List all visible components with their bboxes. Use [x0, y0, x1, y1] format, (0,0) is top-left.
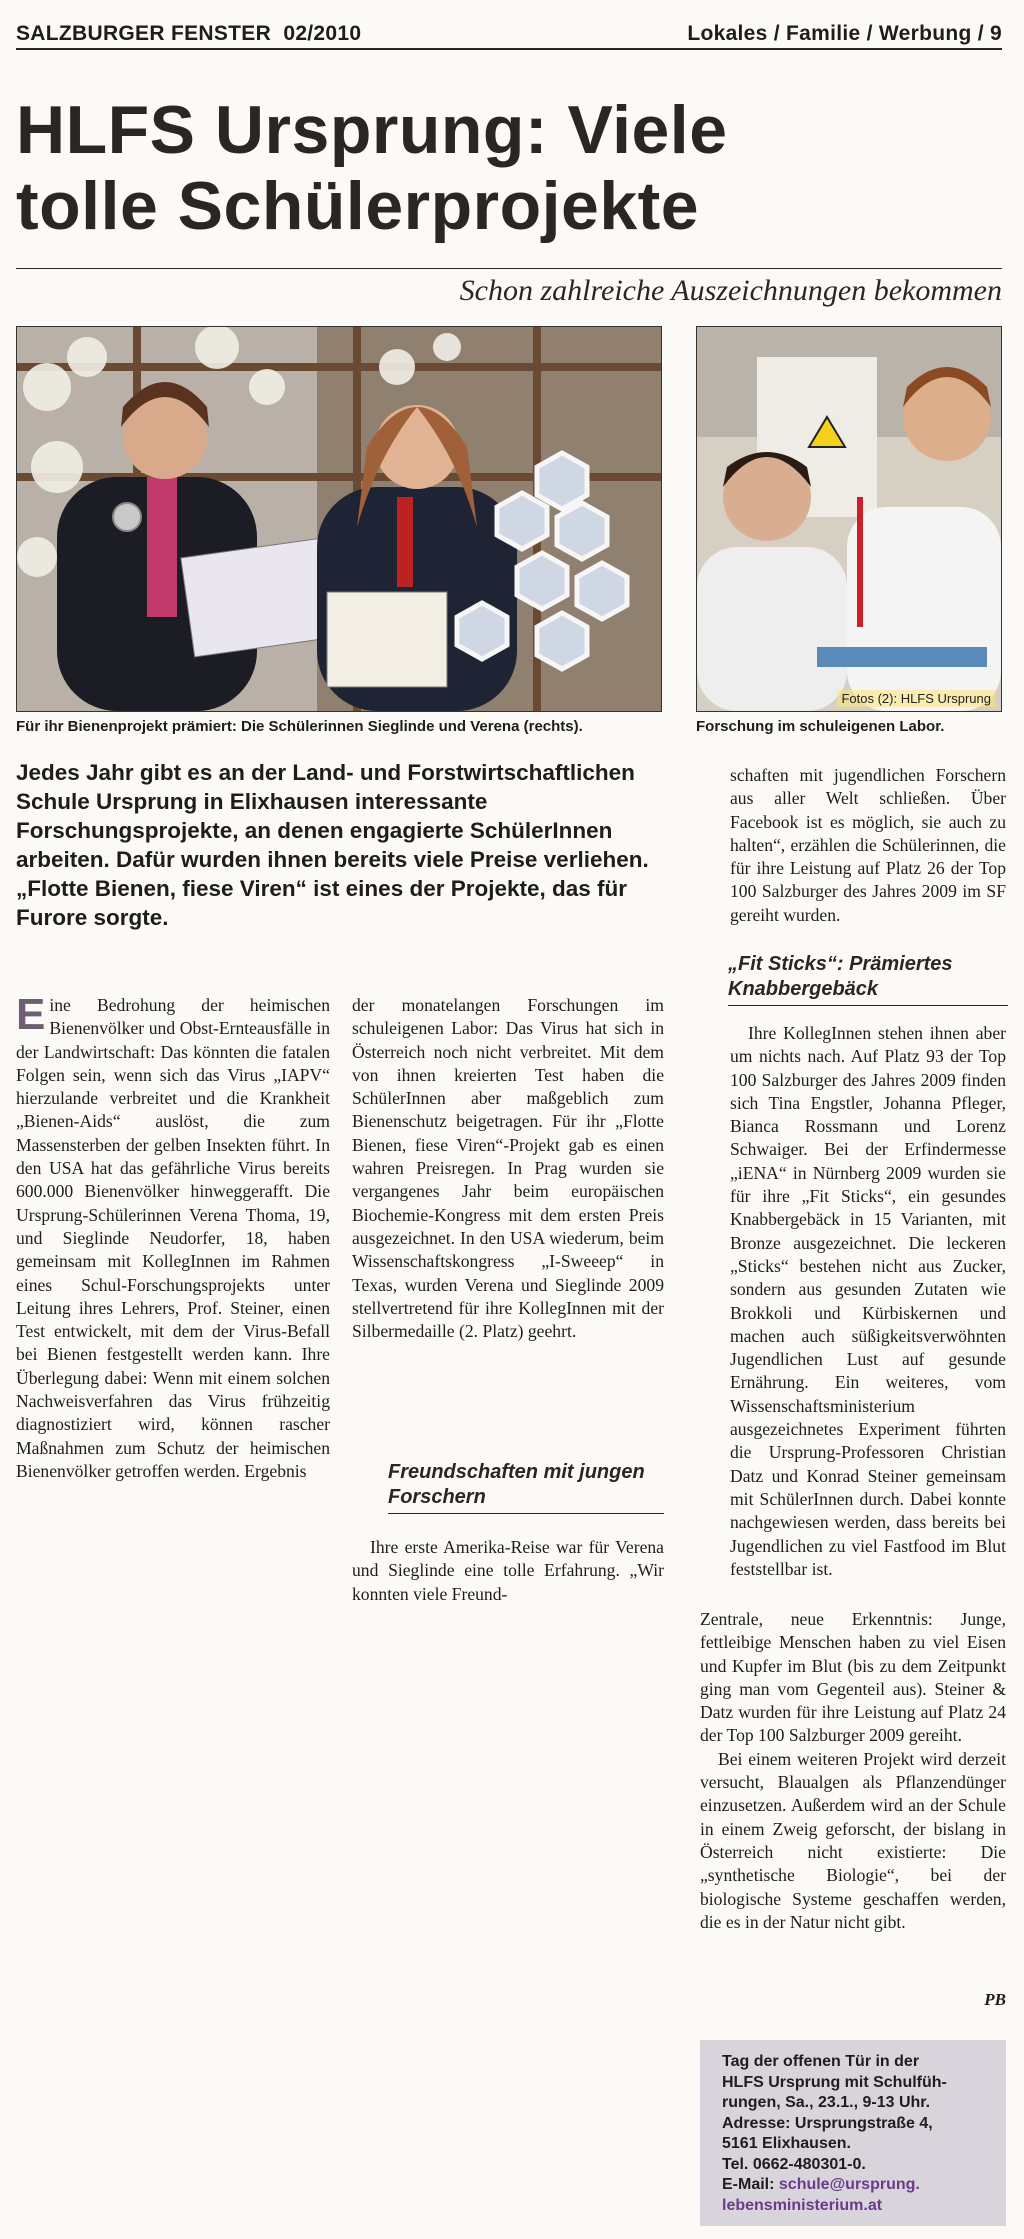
drop-cap: E [16, 990, 46, 1039]
info-box-open-day [700, 2040, 1006, 2226]
photo-caption-1: Für ihr Bienenprojekt prämiert: Die Schülerinnen Sieglinde und Verena (rechts). [16, 718, 583, 735]
info-line: Tag der offenen Tür in der [722, 2053, 920, 2070]
info-line: Adresse: Ursprungstraße 4, [722, 2114, 933, 2132]
body-column-3a [730, 764, 1006, 927]
section-label: Lokales / Familie / Werbung / 9 [687, 22, 1002, 45]
headline [16, 92, 1006, 244]
headline-divider [16, 268, 1002, 269]
body-text-col3c-p1: Zentrale, neue Erkenntnis: Junge, fettleibige Menschen haben zu viel Eisen und Kupfer im Blut (bis zu dem Zeitpunkt ging man vom Gegenteil aus). Steiner & Datz wurden für ihre Leistung auf Platz 24 der Top 100 Salzburger 2009 gereiht. [700, 1609, 1006, 1746]
article-lead: Jedes Jahr gibt es an der Land- und Forstwirtschaftlichen Schule Ursprung in Elixhausen interessante Forschungsprojekte, an denen engagierte SchülerInnen arbeiten. Dafür wurden ihnen bereits viele Preise verliehen. „Flotte Bienen, fiese Viren“ ist eines der Projekte, das für Furore sorgte. [16, 760, 649, 930]
headline-line-2: tolle Schülerprojekte [16, 168, 700, 244]
headline-line-1: HLFS Ursprung: Viele [16, 92, 728, 168]
body-text-col2: der monatelangen Forschungen im schuleigenen Labor: Das Virus hat sich in Österreich noch nicht verbreitet. Mit dem von ihnen kreierten Test haben die SchülerInnen aber maßgeblich zum Bienenschutz beigetragen. Für ihr „Flotte Bienen, fiese Viren“-Projekt gab es einen wahren Preisregen. In Prag wurden sie vergangenes Jahr beim europäischen Biochemie-Kongress mit dem ersten Preis ausgezeichnet. In den USA wiederum, beim Wissenschaftskongress „I-Sweeep“ in Texas, wurden Verena und Sieglinde 2009 stellvertretend für ihre KollegInnen mit der Silbermedaille (2. Platz) geehrt. [352, 995, 664, 1342]
body-column-3c [700, 1608, 1006, 1934]
email-link[interactable]: schule@ursprung. [778, 2176, 920, 2193]
email-label: E-Mail: [722, 2176, 779, 2193]
subhead-divider [728, 1005, 1008, 1006]
email-row [722, 2175, 996, 2196]
subhead-friendships: Freundschaften mit jungen Forschern [388, 1461, 645, 1508]
body-text-col3b: Ihre KollegInnen stehen ihnen aber um nichts nach. Auf Platz 93 der Top 100 Salzburger des Jahres 2009 finden sich Tina Engstler, Johanna Pfleger, Bianca Rossmann und Lorenz Schwaiger. Bei der Erfindermesse „iENA“ in Nürnberg 2009 wurden sie für ihre „Fit Sticks“, ein gesundes Knabbergebäck in 15 Varianten, mit Bronze ausgezeichnet. Die leckeren „Sticks“ bestehen nicht aus Zucker, sondern aus gesunden Zutaten wie Brokkoli und Kürbiskernen und machen auch süßigkeitsverwöhnten Jugendlichen Lust auf gesunde Ernährung. Ein weiteres, vom Wissenschaftsministerium ausgezeichnetes Experiment führten die Ursprung-Professoren Christian Datz und Konrad Steiner gemeinsam mit SchülerInnen durch. Dabei konnte nachgewiesen werden, dass bereits bei Jugendlichen zu viel Fastfood im Blut feststellbar ist. [730, 1023, 1006, 1579]
body-text-col2b: Ihre erste Amerika-Reise war für Verena und Sieglinde eine tolle Erfahrung. „Wir konnten viele Freund- [352, 1537, 664, 1604]
info-line: 5161 Elixhausen. [722, 2135, 851, 2152]
photo-school-lab [696, 326, 1002, 712]
body-text-col3c-p2: Bei einem weiteren Projekt wird derzeit versucht, Blaualgen als Pflanzendünger einzusetzen. Außerdem wird an der Schule in einem Zweig geforscht, der bislang in Österreich nicht existierte: Die „synthetische Biologie“, bei der biologische Systeme geschaffen werden, die es in der Natur nicht gibt. [700, 1748, 1006, 1932]
body-column-1 [16, 990, 330, 1483]
photo-caption-2: Forschung im schuleigenen Labor. [696, 718, 945, 735]
body-text-col1: ine Bedrohung der heimischen Bienenvölker und Obst-Ernteausfälle in der Landwirtschaft: Das könnten die fatalen Folgen sein, wenn sich das Virus „IAPV“ hierzulande verbreitet und die Krankheit „Bienen-Aids“ auslöst, die zum Massensterben der gelben Insekten führt. In den USA hat das gefährliche Virus bereits 600.000 Bienenvölker hinweggerafft. Die Ursprung-Schülerinnen Verena Thoma, 19, und Sieglinde Neudorfer, 18, haben gemeinsam mit KollegInnen im Rahmen eines Schul-Forschungsprojekts unter Leitung ihres Lehrers, Prof. Steiner, einen Test entwickelt, mit dem der Virus-Befall bei Bienen festgestellt werden kann. Ihre Überlegung dabei: Wenn mit einem solchen Nachweisverfahren das Virus frühzeitig diagnostiziert wird, können rascher Maßnahmen zum Schutz der heimischen Bienenvölker getroffen werden. Ergebnis [16, 995, 330, 1481]
body-column-3b [730, 1022, 1006, 1581]
author-signature: PB [984, 1990, 1006, 2009]
photo-credit: Fotos (2): HLFS Ursprung [837, 690, 995, 707]
body-column-2b [352, 1536, 664, 1606]
page-header [16, 20, 1002, 50]
publication-name: SALZBURGER FENSTER 02/2010 [16, 22, 362, 45]
info-line: Tel. 0662-480301-0. [722, 2155, 866, 2173]
info-line: rungen, Sa., 23.1., 9-13 Uhr. [722, 2094, 931, 2111]
body-column-2 [352, 994, 664, 1343]
subheadline: Schon zahlreiche Auszeichnungen bekommen [459, 274, 1002, 307]
photo-students-with-awards [16, 326, 662, 712]
subhead-divider [388, 1513, 664, 1514]
email-link-continued[interactable]: lebensministerium.at [722, 2196, 883, 2214]
body-text-col3a: schaften mit jugendlichen Forschern aus aller Welt schließen. Über Facebook ist es möglich, sie auch zu halten“, erzählen die Schülerinnen, die für ihre Leistung auf Platz 26 der Top 100 Salzburger des Jahres 2009 im SF gereiht wurden. [730, 765, 1006, 925]
subhead-fit-sticks: „Fit Sticks“: Prämiertes Knabbergebäck [728, 953, 953, 1000]
info-line: HLFS Ursprung mit Schulfüh- [722, 2073, 947, 2091]
